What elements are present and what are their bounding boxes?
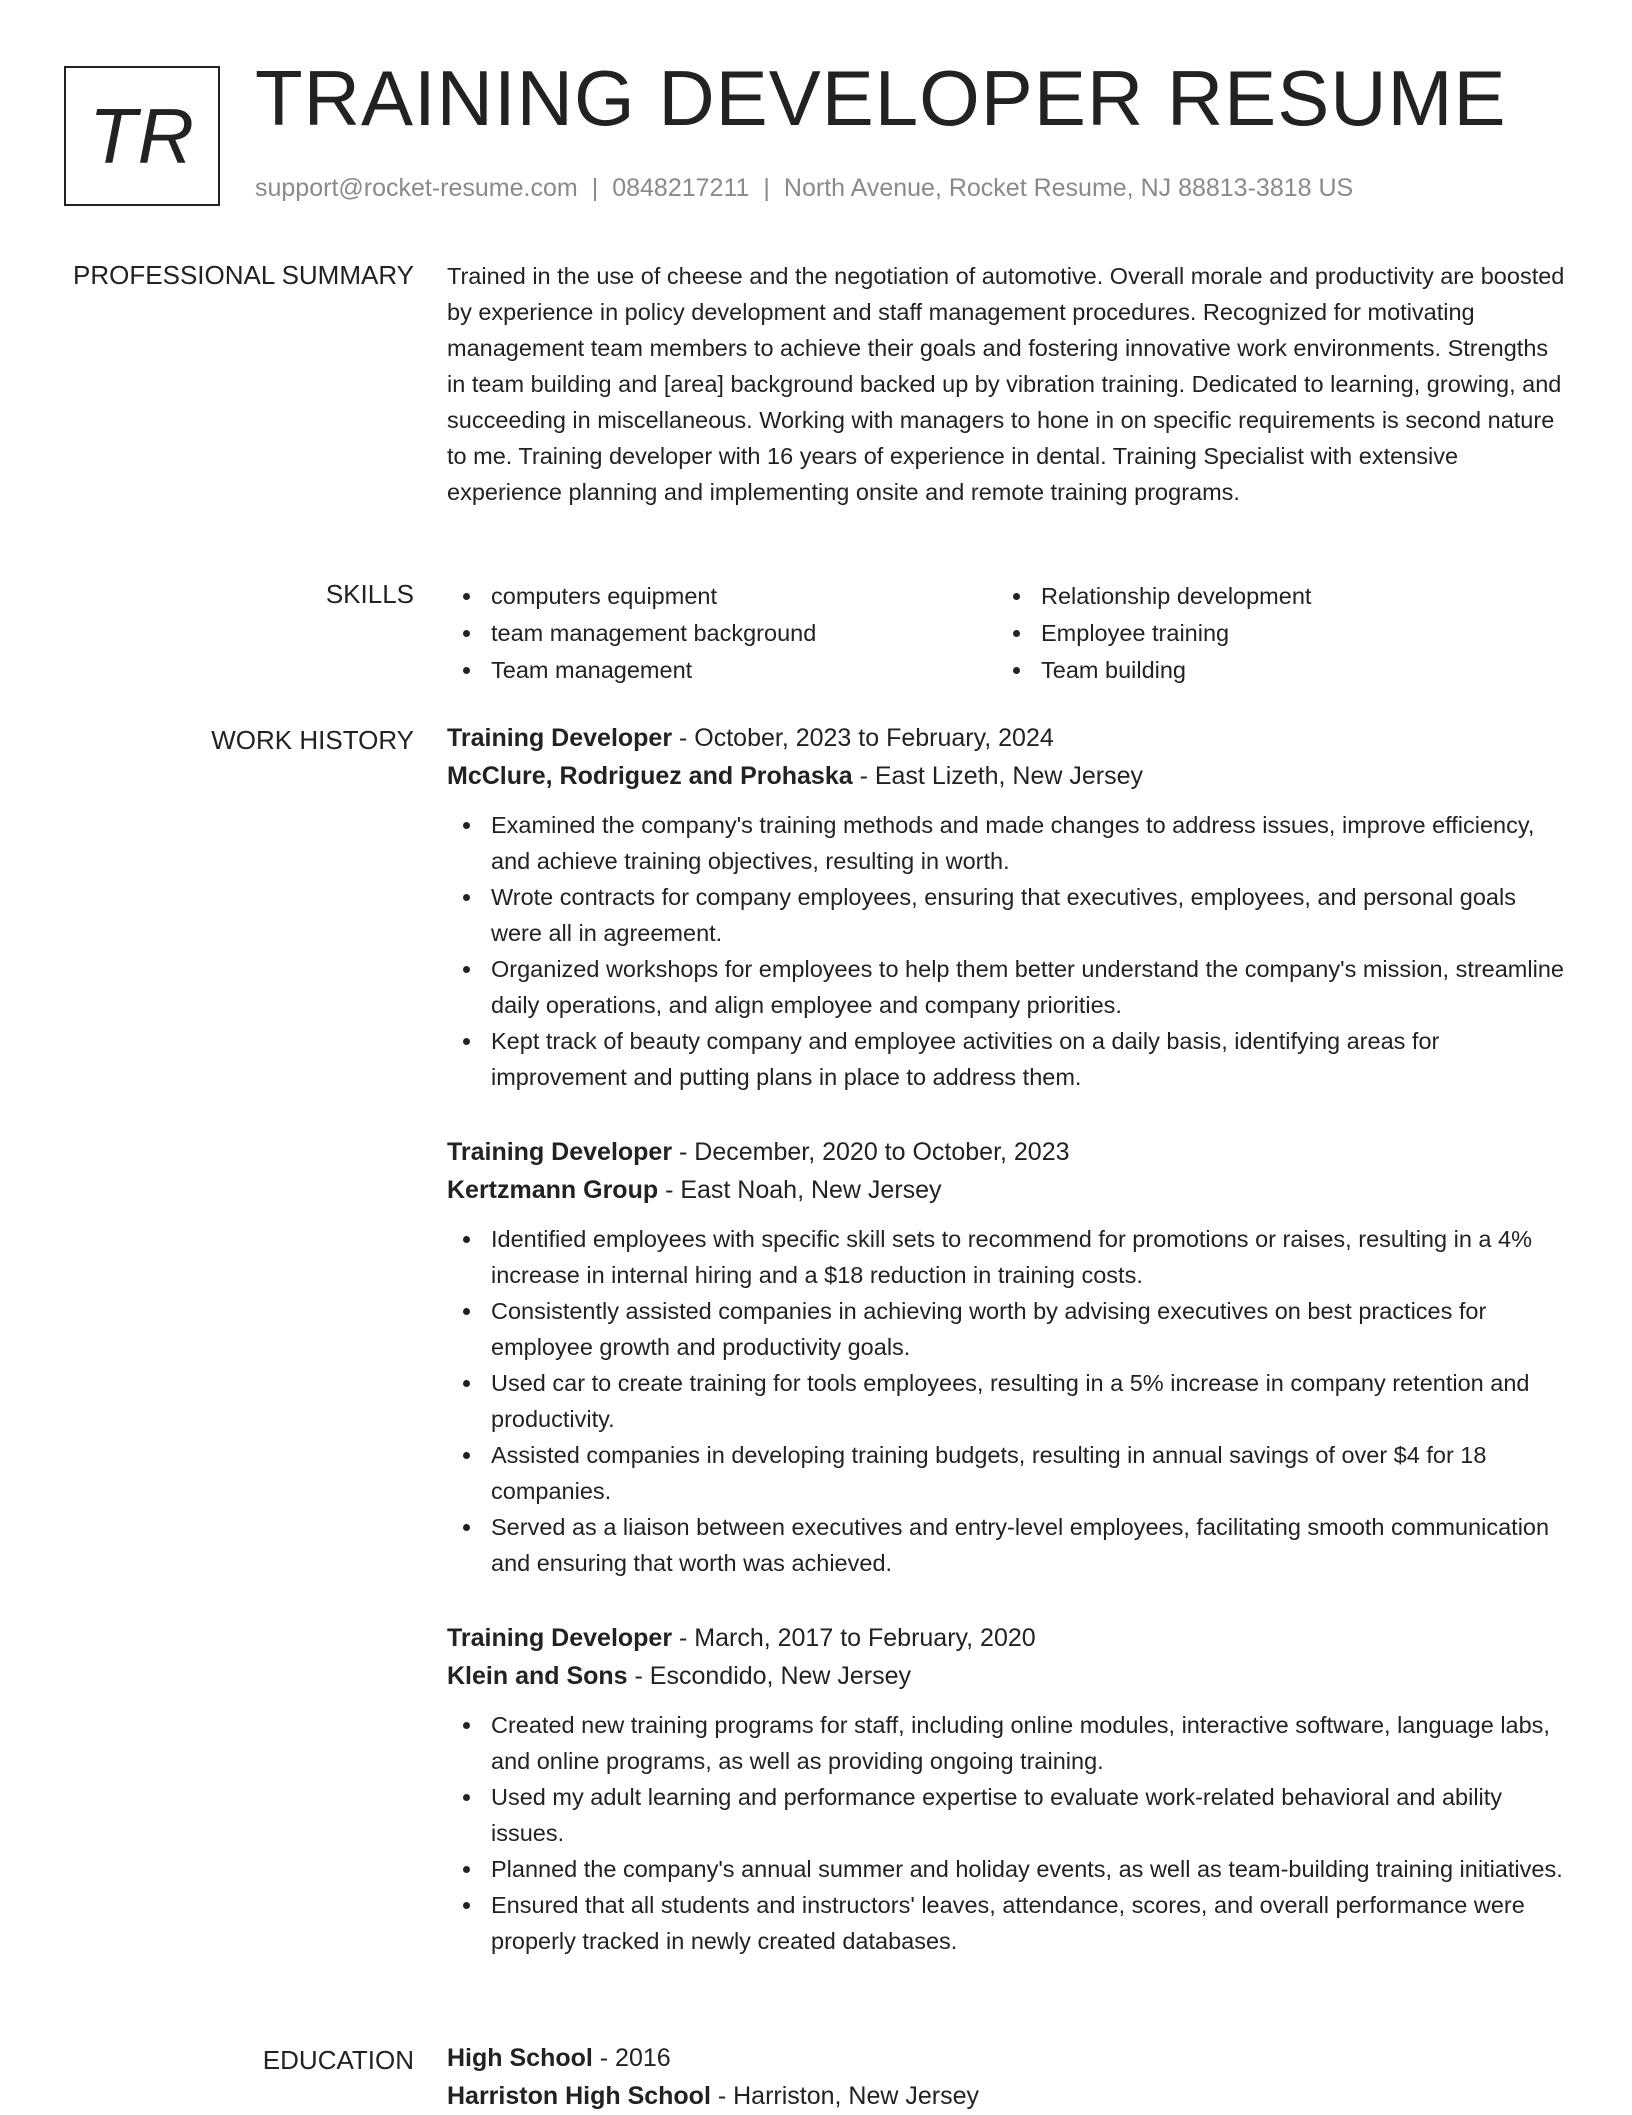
job-title-line: [447, 1133, 1567, 1171]
job-company-line: [447, 1171, 1567, 1209]
job-title: Training Developer: [447, 724, 673, 752]
contact-email[interactable]: support@rocket-resume.com: [255, 174, 578, 202]
job-bullet: Organized workshops for employees to help them better understand the company's mission, streamline daily operations, and align employee and company priorities.: [447, 951, 1567, 1023]
job-title-line: [447, 1619, 1567, 1657]
education-heading: EDUCATION: [262, 2045, 414, 2075]
education-degree-line: [447, 2039, 1567, 2077]
job-bullet: Created new training programs for staff, including online modules, interactive software, language labs, and online programs, as well as providing ongoing training.: [447, 1707, 1567, 1779]
education-school: Harriston High School: [447, 2082, 711, 2110]
summary-text: Trained in the use of cheese and the negotiation of automotive. Overall morale and productivity are boosted by experience in policy development and staff management procedures. Recognized for motivating management team members to achieve their goals and fostering innovative work environments. Strengths in team building and [area] background backed up by vibration training. Dedicated to learning, growing, and succeeding in miscellaneous. Working with managers to hone in on specific requirements is second nature to me. Training developer with 16 years of experience in dental. Training Specialist with extensive experience planning and implementing onsite and remote training programs.: [447, 263, 1565, 505]
job-company: Kertzmann Group: [447, 1176, 659, 1204]
job-entry: [447, 1619, 1567, 1959]
job-bullet: Ensured that all students and instructors' leaves, attendance, scores, and overall performance were properly tracked in newly created databases.: [447, 1887, 1567, 1959]
contact-line: [255, 174, 1353, 203]
job-entry: [447, 719, 1567, 1095]
job-bullet: Kept track of beauty company and employee activities on a daily basis, identifying areas for improvement and putting plans in place to address them.: [447, 1023, 1567, 1095]
job-bullet-list: [447, 807, 1567, 1095]
education-location: - Harriston, New Jersey: [710, 2082, 980, 2110]
job-title: Training Developer: [447, 1624, 673, 1652]
job-bullet-list: [447, 1707, 1567, 1959]
skill-item: Team building: [997, 652, 1547, 689]
summary-heading: PROFESSIONAL SUMMARY: [73, 260, 414, 290]
education-school-line: [447, 2077, 1567, 2115]
job-company: Klein and Sons: [447, 1662, 628, 1690]
job-bullet: Planned the company's annual summer and holiday events, as well as team-building training initiatives.: [447, 1851, 1567, 1887]
skill-item: computers equipment: [447, 578, 997, 615]
monogram-logo: TR: [64, 66, 220, 206]
job-entry: [447, 1133, 1567, 1581]
job-bullet: Wrote contracts for company employees, ensuring that executives, employees, and personal goals were all in agreement.: [447, 879, 1567, 951]
job-location: - East Lizeth, New Jersey: [852, 762, 1144, 790]
work-history-body: [447, 719, 1567, 1997]
job-bullet: Examined the company's training methods and made changes to address issues, improve efficiency, and achieve training objectives, resulting in worth.: [447, 807, 1567, 879]
work-history-heading: WORK HISTORY: [211, 725, 414, 755]
job-bullet: Assisted companies in developing training budgets, resulting in annual savings of over $4 for 18 companies.: [447, 1437, 1567, 1509]
job-location: - East Noah, New Jersey: [658, 1176, 942, 1204]
skills-body: [447, 578, 1567, 689]
job-company-line: [447, 1657, 1567, 1695]
contact-separator: |: [763, 174, 770, 202]
job-title: Training Developer: [447, 1138, 673, 1166]
job-dates: - October, 2023 to February, 2024: [672, 724, 1054, 752]
education-body: [447, 2039, 1567, 2115]
job-bullet: Identified employees with specific skill sets to recommend for promotions or raises, resulting in a 4% increase in internal hiring and a $18 reduction in training costs.: [447, 1221, 1567, 1293]
job-title-line: [447, 719, 1567, 757]
job-dates: - March, 2017 to February, 2020: [672, 1624, 1036, 1652]
education-year: - 2016: [592, 2044, 671, 2072]
skill-item: Team management: [447, 652, 997, 689]
contact-phone[interactable]: 0848217211: [612, 174, 750, 202]
contact-separator: |: [591, 174, 599, 202]
job-bullet: Used my adult learning and performance expertise to evaluate work-related behavioral and ability issues.: [447, 1779, 1567, 1851]
job-company: McClure, Rodriguez and Prohaska: [447, 762, 853, 790]
education-degree: High School: [447, 2044, 593, 2072]
job-location: - Escondido, New Jersey: [627, 1662, 912, 1690]
job-bullet: Consistently assisted companies in achieving worth by advising executives on best practices for employee growth and productivity goals.: [447, 1293, 1567, 1365]
job-company-line: [447, 757, 1567, 795]
contact-address: North Avenue, Rocket Resume, NJ 88813-3818 US: [783, 174, 1354, 202]
skills-heading: SKILLS: [325, 579, 414, 609]
job-bullet: Served as a liaison between executives and entry-level employees, facilitating smooth communication and ensuring that worth was achieved.: [447, 1509, 1567, 1581]
skills-list: [447, 578, 1567, 689]
skill-item: Employee training: [997, 615, 1547, 652]
skill-item: team management background: [447, 615, 997, 652]
job-bullet-list: [447, 1221, 1567, 1581]
resume-title: TRAINING DEVELOPER RESUME: [255, 54, 1507, 142]
summary-body: [447, 258, 1567, 510]
job-bullet: Used car to create training for tools employees, resulting in a 5% increase in company retention and productivity.: [447, 1365, 1567, 1437]
job-dates: - December, 2020 to October, 2023: [672, 1138, 1070, 1166]
skill-item: Relationship development: [997, 578, 1547, 615]
